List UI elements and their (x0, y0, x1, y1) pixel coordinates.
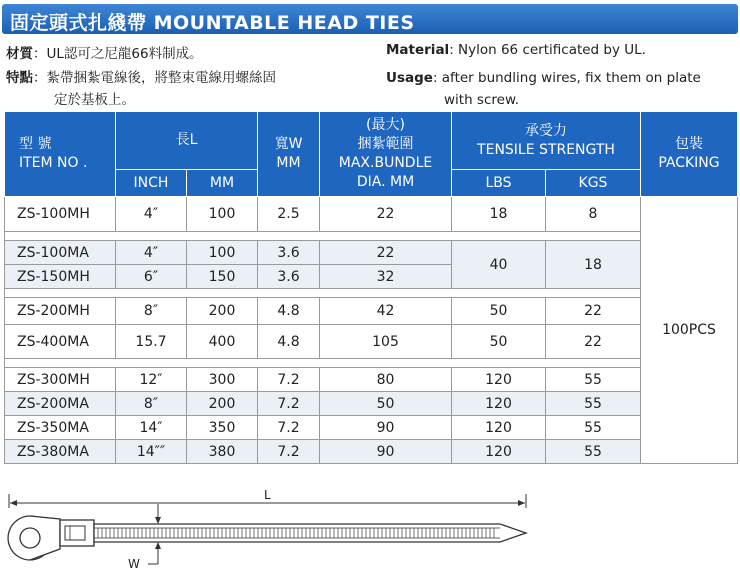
table-row (5, 440, 738, 464)
cell-lbs: 120 (452, 416, 546, 440)
usage-value-en-line1: : after bundling wires, fix them on plate (432, 70, 701, 86)
header-item-zh: 型 號 (19, 136, 52, 152)
feature-value-zh-line1: ：紮帶捆紮電線後，將整束電線用螺絲固 (33, 70, 276, 86)
cell-width: 7.2 (258, 416, 320, 440)
cell-width: 7.2 (258, 440, 320, 464)
cell-bundle: 80 (320, 368, 452, 392)
cell-item: ZS-100MA (5, 241, 116, 265)
cell-mm: 100 (187, 241, 258, 265)
cell-inch: 4″ (116, 197, 187, 232)
cell-kgs: 22 (546, 298, 641, 325)
feature-zh (6, 67, 276, 111)
cell-inch: 8″ (116, 392, 187, 416)
cable-tie-diagram (0, 486, 740, 578)
header-tensile-en: TENSILE STRENGTH (477, 141, 615, 158)
header-bundle-line1: (最大) (366, 117, 405, 133)
cell-inch: 6″ (116, 265, 187, 289)
cell-mm: 100 (187, 197, 258, 232)
header-kgs: KGS (546, 170, 641, 197)
cell-lbs: 120 (452, 440, 546, 464)
table-row (5, 197, 738, 232)
cell-kgs: 55 (546, 368, 641, 392)
cell-item: ZS-100MH (5, 197, 116, 232)
row-gap (5, 289, 738, 298)
table-row (5, 416, 738, 440)
cell-kgs: 22 (546, 325, 641, 359)
material-en (386, 42, 646, 58)
header-width-zh: 寬W (274, 136, 303, 152)
cell-kgs: 8 (546, 197, 641, 232)
cell-kgs: 55 (546, 416, 641, 440)
header-packing-zh: 包裝 (675, 136, 703, 152)
cell-inch: 14″″ (116, 440, 187, 464)
cell-width: 2.5 (258, 197, 320, 232)
cell-bundle: 22 (320, 197, 452, 232)
cell-item: ZS-200MH (5, 298, 116, 325)
cell-inch: 8″ (116, 298, 187, 325)
cell-inch: 14″ (116, 416, 187, 440)
material-label-zh: 材質 (6, 46, 33, 62)
cell-mm: 380 (187, 440, 258, 464)
material-value-en: : Nylon 66 certificated by UL. (449, 42, 646, 58)
width-label: W (128, 557, 140, 571)
usage-en (386, 67, 701, 111)
header-width-unit: MM (276, 155, 301, 171)
feature-value-zh-line2: 定於基板上。 (54, 92, 135, 108)
cell-mm: 200 (187, 298, 258, 325)
cell-kgs: 18 (546, 241, 641, 289)
table-row (5, 298, 738, 325)
feature-label-zh: 特點 (6, 70, 33, 86)
header-bundle (320, 112, 452, 197)
cell-width: 7.2 (258, 368, 320, 392)
cell-inch: 12″ (116, 368, 187, 392)
cell-item: ZS-350MA (5, 416, 116, 440)
cell-bundle: 42 (320, 298, 452, 325)
table-row (5, 241, 738, 265)
cell-lbs: 120 (452, 392, 546, 416)
cell-bundle: 50 (320, 392, 452, 416)
table-row (5, 368, 738, 392)
usage-value-en-line2: with screw. (444, 92, 520, 108)
cell-mm: 400 (187, 325, 258, 359)
table-row (5, 392, 738, 416)
cell-item: ZS-400MA (5, 325, 116, 359)
cell-item: ZS-380MA (5, 440, 116, 464)
header-item (5, 112, 116, 197)
cell-inch: 15.7 (116, 325, 187, 359)
usage-label-en: Usage (386, 70, 433, 86)
header-tensile-zh: 承受力 (525, 122, 567, 139)
cell-item: ZS-150MH (5, 265, 116, 289)
table-row (5, 325, 738, 359)
header-length: 長L (116, 112, 258, 170)
header-lbs: LBS (452, 170, 546, 197)
cell-width: 4.8 (258, 298, 320, 325)
spec-table (4, 111, 738, 464)
cell-lbs: 50 (452, 298, 546, 325)
header-packing-en: PACKING (658, 155, 720, 171)
cell-width: 7.2 (258, 392, 320, 416)
header-packing (641, 112, 738, 197)
page-title: 固定頭式扎綫帶 MOUNTABLE HEAD TIES (10, 12, 415, 34)
header-width (258, 112, 320, 197)
cell-bundle: 32 (320, 265, 452, 289)
tie-strap (94, 524, 526, 542)
cell-bundle: 90 (320, 440, 452, 464)
cell-mm: 200 (187, 392, 258, 416)
header-mm: MM (187, 170, 258, 197)
cell-kgs: 55 (546, 440, 641, 464)
tie-head (8, 516, 94, 560)
cell-mm: 300 (187, 368, 258, 392)
material-label-en: Material (386, 42, 450, 58)
cell-item: ZS-200MA (5, 392, 116, 416)
header-inch: INCH (116, 170, 187, 197)
cell-kgs: 55 (546, 392, 641, 416)
header-bundle-line2: 捆紮範圍 (357, 136, 414, 152)
header-bundle-line4: DIA. MM (356, 174, 415, 190)
cell-width: 4.8 (258, 325, 320, 359)
cell-inch: 4″ (116, 241, 187, 265)
cell-lbs: 18 (452, 197, 546, 232)
cell-mm: 150 (187, 265, 258, 289)
length-label: L (264, 488, 271, 502)
row-gap (5, 232, 738, 241)
material-zh (6, 42, 203, 62)
material-value-zh: ：UL認可之尼龍66料制成。 (33, 46, 203, 62)
cell-bundle: 105 (320, 325, 452, 359)
row-gap (5, 359, 738, 368)
header-item-en: ITEM NO . (19, 155, 88, 171)
cell-lbs: 40 (452, 241, 546, 289)
spec-table-wrapper (4, 111, 738, 464)
cell-bundle: 90 (320, 416, 452, 440)
cell-bundle: 22 (320, 241, 452, 265)
cell-width: 3.6 (258, 241, 320, 265)
cell-lbs: 120 (452, 368, 546, 392)
header-bundle-line3: MAX.BUNDLE (338, 155, 433, 171)
cell-lbs: 50 (452, 325, 546, 359)
cell-item: ZS-300MH (5, 368, 116, 392)
title-bar (2, 4, 738, 34)
header-tensile (452, 112, 641, 170)
cell-mm: 350 (187, 416, 258, 440)
cell-width: 3.6 (258, 265, 320, 289)
cell-packing: 100PCS (641, 197, 738, 464)
